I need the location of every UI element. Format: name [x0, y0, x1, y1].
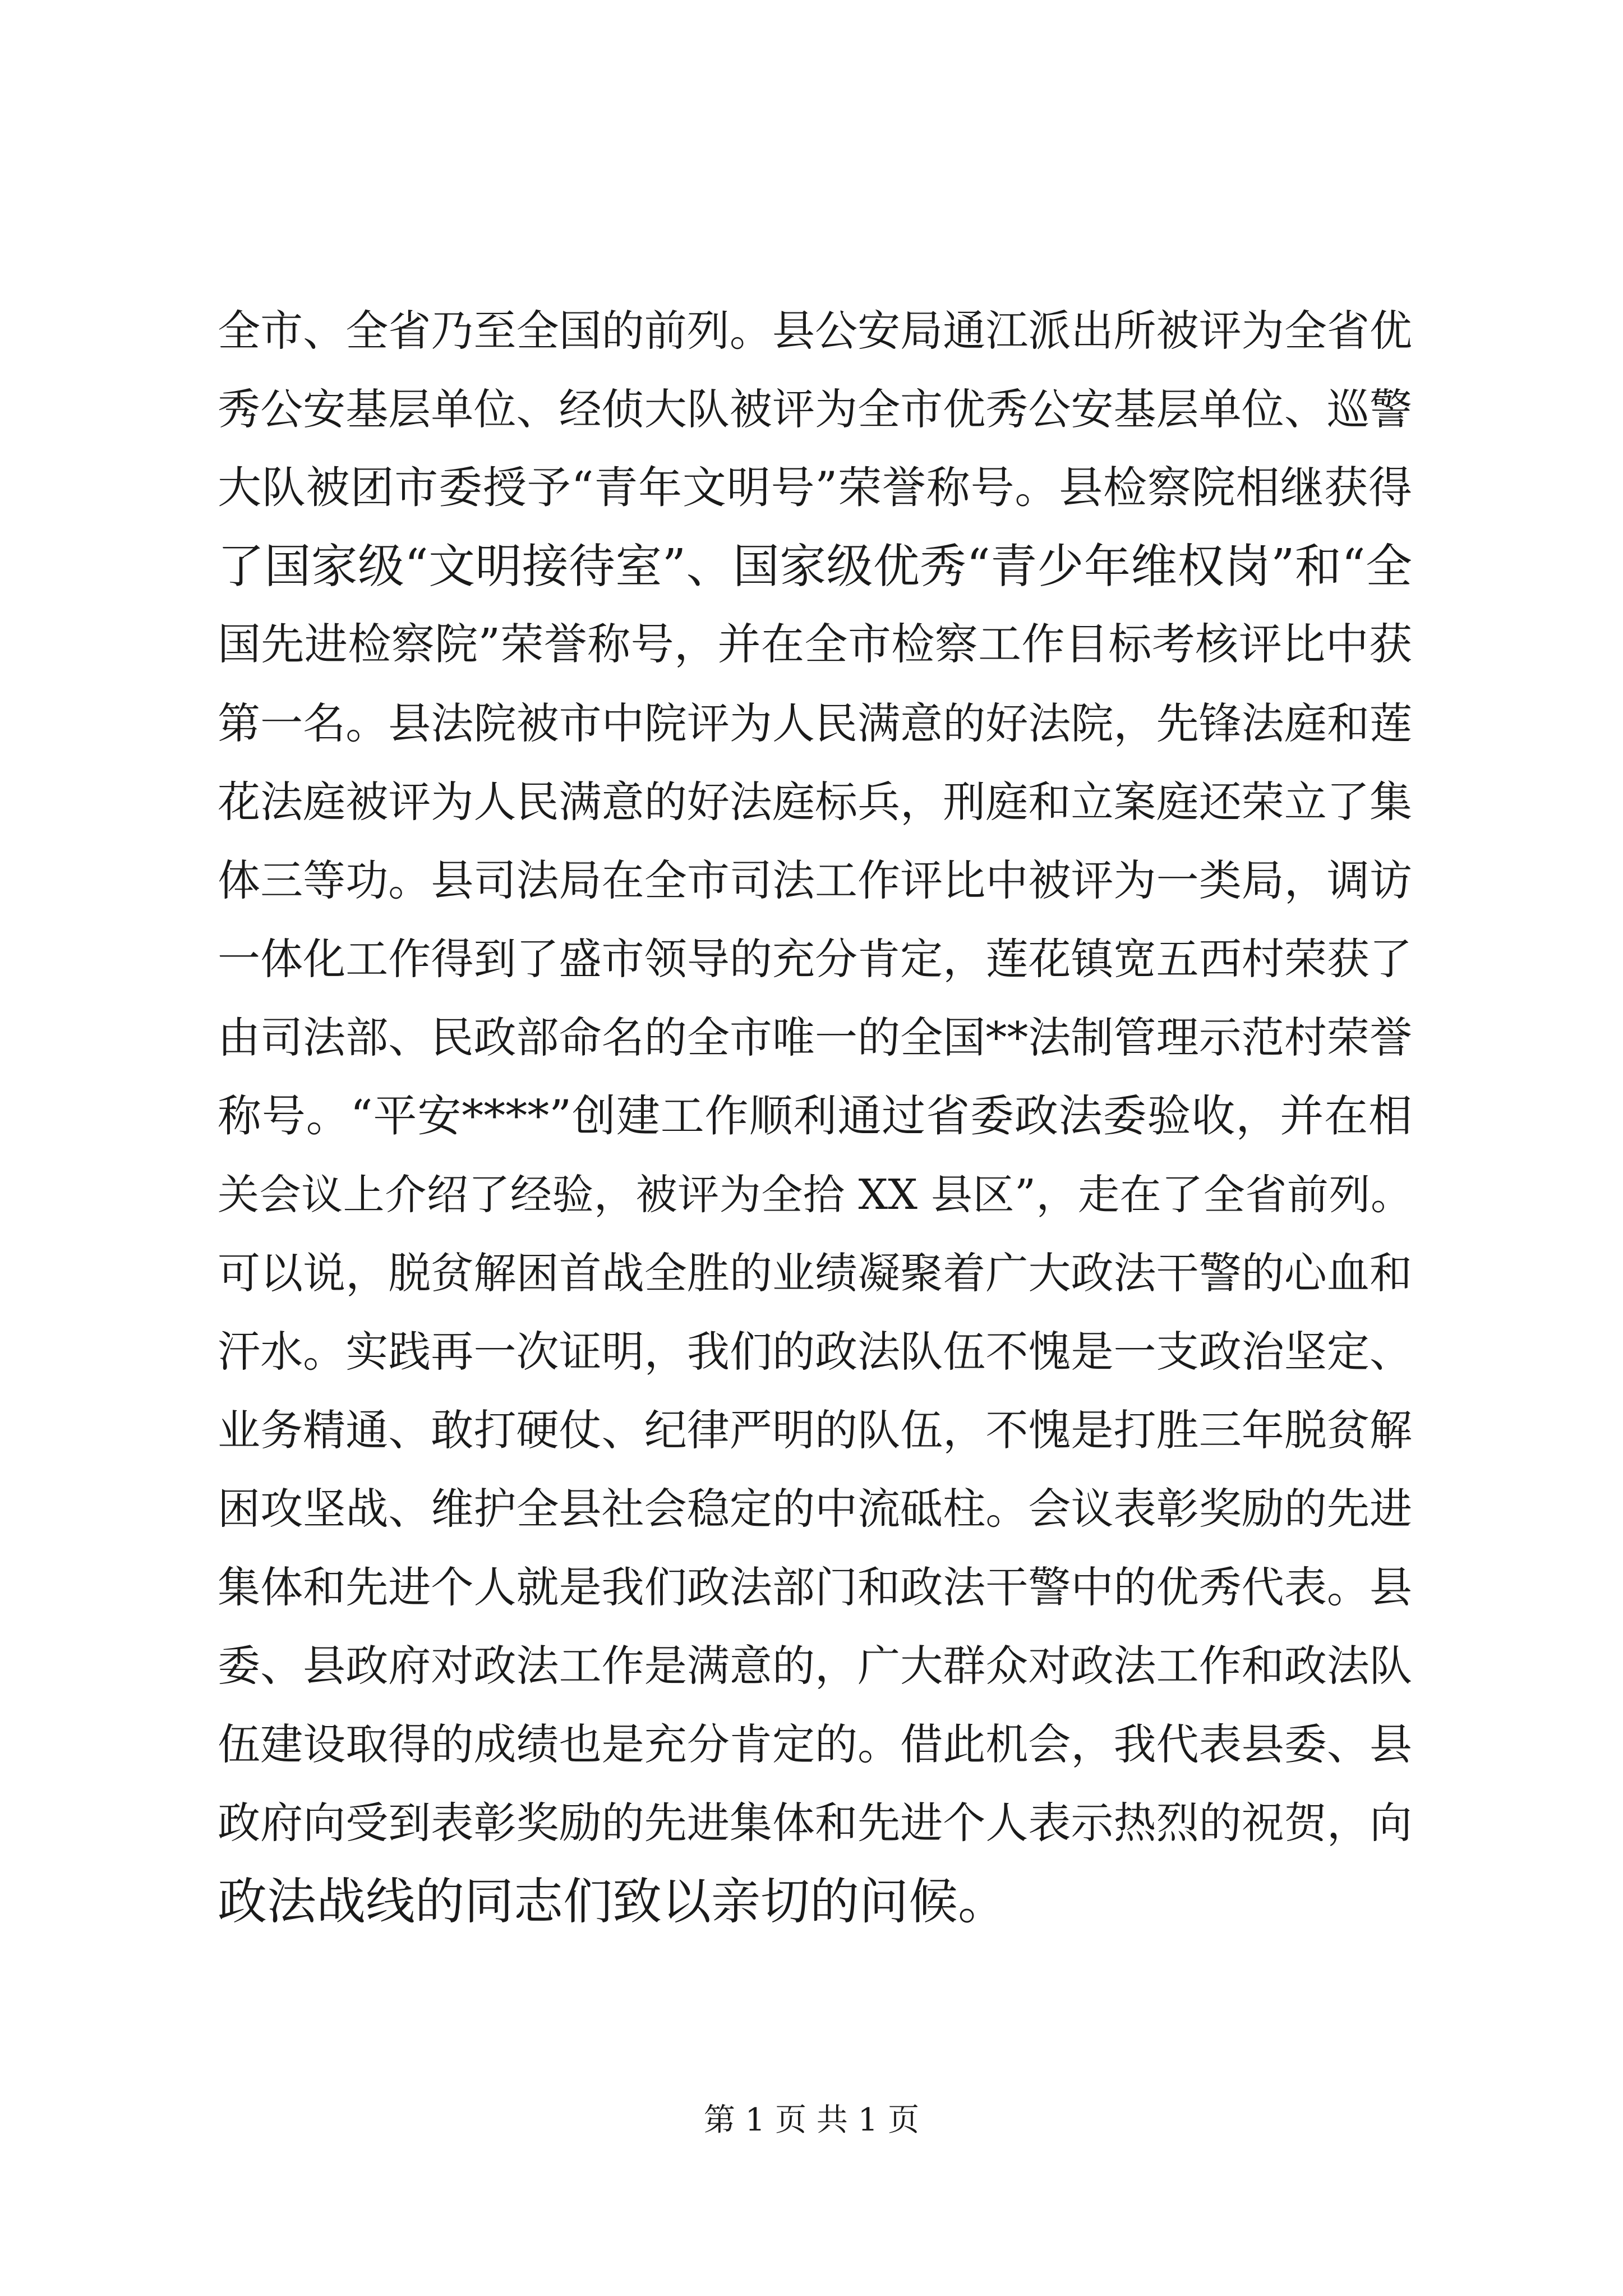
body-text-line-8: 体三等功。县司法局在全市司法工作评比中被评为一类局，调访 [218, 855, 1412, 905]
body-text-line-9: 一体化工作得到了盛市领导的充分肯定，莲花镇宽五西村荣获了 [218, 934, 1412, 984]
body-text-line-2: 秀公安基层单位、经侦大队被评为全市优秀公安基层单位、巡警 [218, 384, 1412, 434]
body-text-line-16: 困攻坚战、维护全县社会稳定的中流砥柱。会议表彰奖励的先进 [218, 1484, 1412, 1534]
body-text-line-4: 了国家级“文明接待室”、国家级优秀“青少年维权岗”和“全 [218, 539, 1412, 593]
body-text-line-14: 汗水。实践再一次证明，我们的政法队伍不愧是一支政治坚定、 [218, 1327, 1412, 1377]
body-text-line-19: 伍建设取得的成绩也是充分肯定的。借此机会，我代表县委、县 [218, 1719, 1412, 1769]
body-text-line-7: 花法庭被评为人民满意的好法庭标兵，刑庭和立案庭还荣立了集 [218, 777, 1412, 827]
body-text-line-11: 称号。“平安****”创建工作顺利通过省委政法委验收，并在相 [218, 1091, 1412, 1142]
body-text-line-20: 政府向受到表彰奖励的先进集体和先进个人表示热烈的祝贺，向 [218, 1798, 1412, 1848]
body-text-line-6: 第一名。县法院被市中院评为人民满意的好法院，先锋法庭和莲 [218, 698, 1412, 748]
body-text-line-5: 国先进检察院”荣誉称号，并在全市检察工作目标考核评比中获 [218, 620, 1412, 670]
body-text-line-13: 可以说，脱贫解困首战全胜的业绩凝聚着广大政法干警的心血和 [218, 1248, 1412, 1298]
body-text-line-18: 委、县政府对政法工作是满意的，广大群众对政法工作和政法队 [218, 1641, 1412, 1691]
body-text-line-1: 全市、全省乃至全国的前列。县公安局通江派出所被评为全省优 [218, 306, 1412, 356]
body-text-line-17: 集体和先进个人就是我们政法部门和政法干警中的优秀代表。县 [218, 1562, 1412, 1612]
body-text-line-15: 业务精通、敢打硬仗、纪律严明的队伍，不愧是打胜三年脱贫解 [218, 1405, 1412, 1455]
page-footer: 第 1 页 共 1 页 [703, 2102, 920, 2138]
body-text-line-21: 政法战线的同志们致以亲切的问候。 [218, 1872, 1008, 1930]
body-text-line-10: 由司法部、民政部命名的全市唯一的全国**法制管理示范村荣誉 [218, 1013, 1412, 1062]
body-text-line-12: 关会议上介绍了经验，被评为全拾 XX 县区”，走在了全省前列。 [218, 1171, 1412, 1219]
body-text-line-3: 大队被团市委授予“青年文明号”荣誉称号。县检察院相继获得 [218, 463, 1412, 513]
